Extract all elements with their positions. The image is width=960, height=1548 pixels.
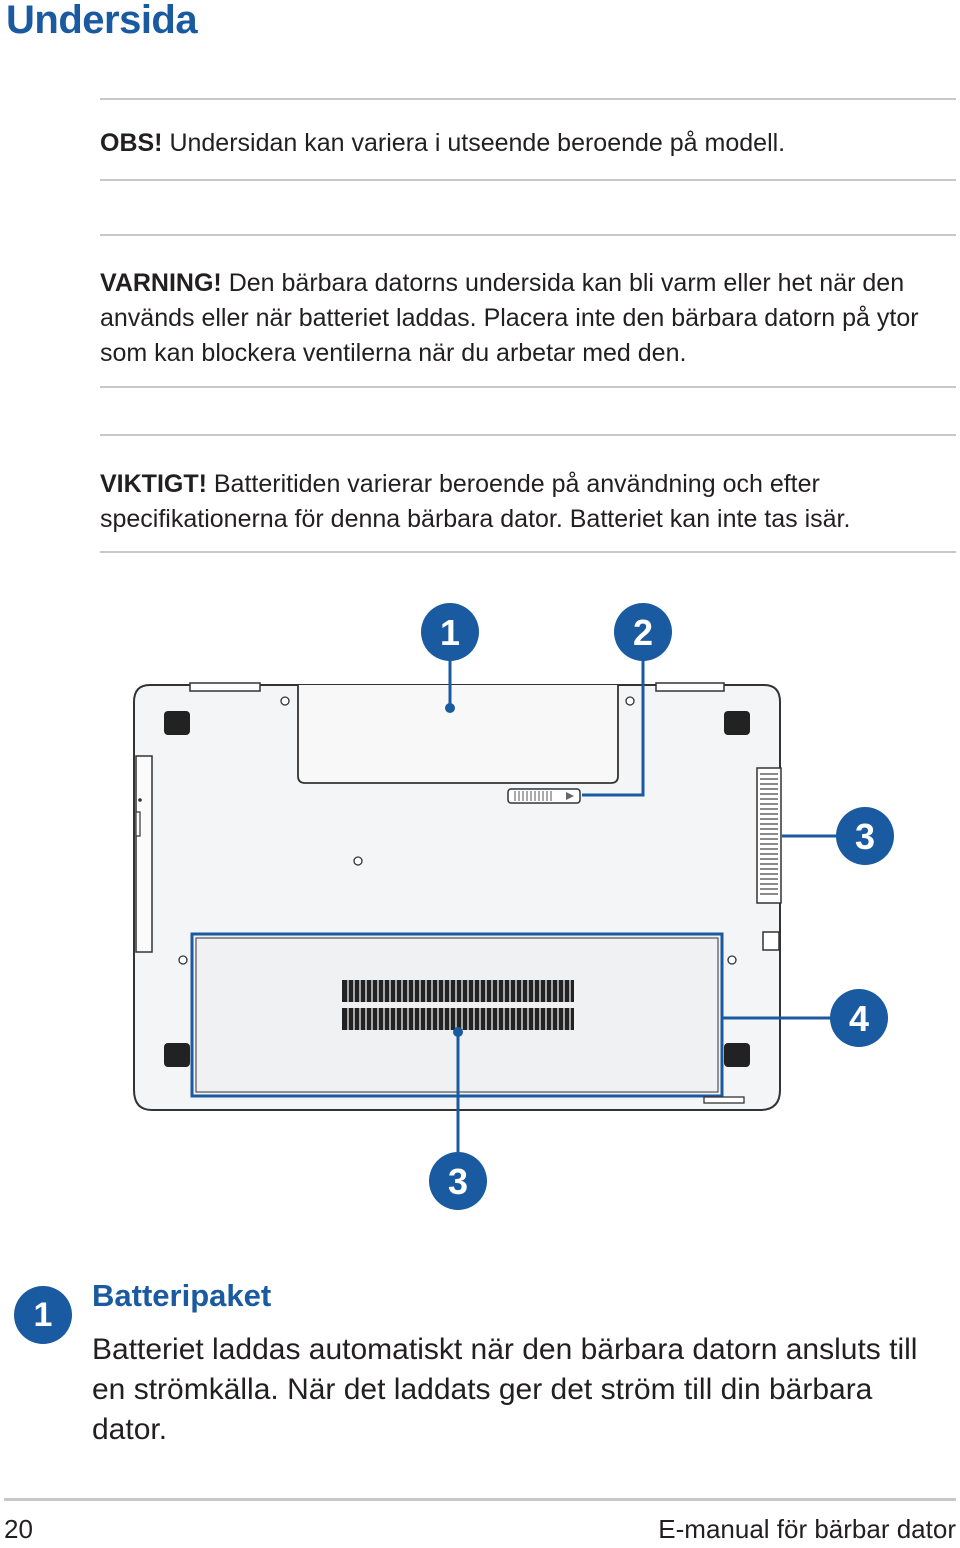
note-warning-text: Den bärbara datorns undersida kan bli varm eller het när den används eller när batteriet laddas. Placera inte den bärbara datorn på ytor som kan blockera ventilerna när du arbetar med den. bbox=[100, 269, 919, 367]
svg-text:1: 1 bbox=[439, 612, 461, 653]
svg-text:4: 4 bbox=[848, 998, 870, 1039]
laptop-underside-diagram bbox=[0, 590, 960, 1230]
description-text: Batteriet laddas automatiskt när den bärbara datorn ansluts till en strömkälla. När det laddats ger det ström till din bärbara dator. bbox=[92, 1333, 918, 1446]
note-warning-label: VARNING! bbox=[100, 269, 222, 297]
page-title: Undersida bbox=[6, 0, 198, 42]
note-obs-text: Undersidan kan variera i utseende beroende på modell. bbox=[162, 129, 786, 157]
callout-1 bbox=[421, 603, 479, 661]
callout-3-bottom-vent bbox=[429, 1152, 487, 1210]
note-important-label: VIKTIGT! bbox=[100, 470, 207, 498]
note-warning bbox=[100, 234, 956, 388]
note-important-text: Batteritiden varierar beroende på användning och efter specifikationerna för denna bärbara dator. Batteriet kan inte tas isär. bbox=[100, 470, 851, 533]
svg-text:3: 3 bbox=[854, 816, 876, 857]
description-number-badge: 1 bbox=[14, 1286, 72, 1344]
note-obs bbox=[100, 98, 956, 181]
svg-text:3: 3 bbox=[447, 1161, 469, 1202]
note-obs-label: OBS! bbox=[100, 129, 163, 157]
page-number: 20 bbox=[4, 1514, 33, 1544]
note-important bbox=[100, 434, 956, 553]
callout-4 bbox=[830, 989, 888, 1047]
description-title: Batteripaket bbox=[92, 1278, 272, 1313]
callout-3-side-vent bbox=[836, 807, 894, 865]
footer-title: E-manual för bärbar dator bbox=[658, 1514, 956, 1544]
callout-2 bbox=[614, 603, 672, 661]
footer-divider bbox=[4, 1498, 956, 1501]
svg-text:2: 2 bbox=[632, 612, 654, 653]
